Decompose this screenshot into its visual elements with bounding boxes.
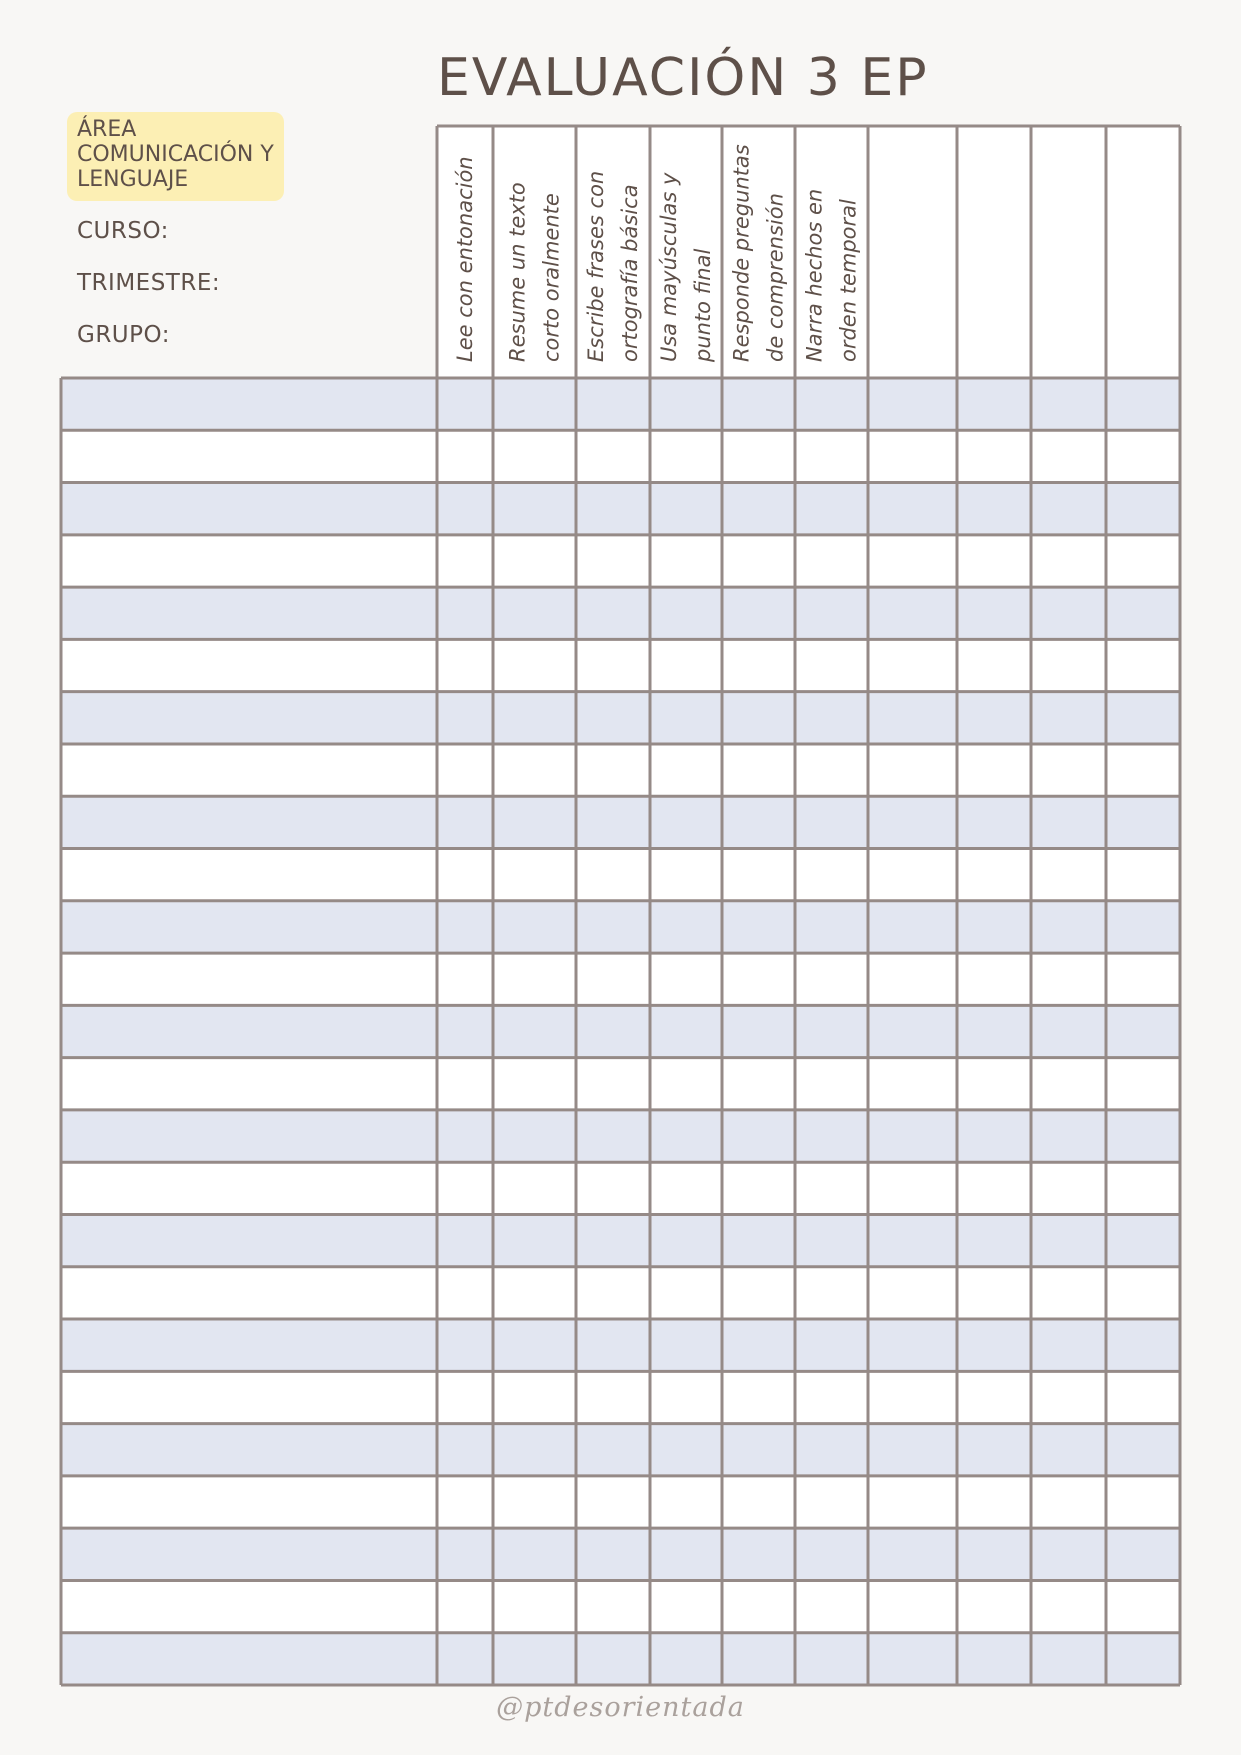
table-row xyxy=(61,1528,1180,1580)
criterion-label: ortografía básica xyxy=(618,184,642,362)
table-row xyxy=(61,587,1180,639)
area-label-line-1: ÁREA xyxy=(77,117,137,142)
table-row xyxy=(61,692,1180,744)
table-row xyxy=(61,1005,1180,1057)
criterion-label: de comprensión xyxy=(763,193,788,362)
criterion-label: punto final xyxy=(691,248,715,362)
table-row xyxy=(61,1214,1180,1266)
table-row xyxy=(61,1371,1180,1423)
table-row xyxy=(61,1580,1180,1632)
table-row xyxy=(61,1267,1180,1319)
criterion-label: Narra hechos en xyxy=(802,188,827,362)
criterion-label: corto oralmente xyxy=(539,193,564,362)
criterion-header-cell xyxy=(957,126,1031,378)
criterion-label: Responde preguntas xyxy=(729,144,754,362)
table-row xyxy=(61,901,1180,953)
table-row xyxy=(61,744,1180,796)
table-row xyxy=(61,849,1180,901)
table-row xyxy=(61,430,1180,482)
table-row xyxy=(61,483,1180,535)
table-row xyxy=(61,796,1180,848)
table-row xyxy=(61,1058,1180,1110)
area-label-line-3: LENGUAJE xyxy=(77,167,189,192)
table-row xyxy=(61,535,1180,587)
table-row xyxy=(61,378,1180,430)
criterion-header-cell xyxy=(1106,126,1180,378)
footer-handle: @ptdesorientada xyxy=(496,1692,745,1723)
table-row xyxy=(61,1476,1180,1528)
table-row xyxy=(61,1110,1180,1162)
table-row xyxy=(61,639,1180,691)
area-label-line-2: COMUNICACIÓN Y xyxy=(77,142,274,167)
table-row xyxy=(61,1633,1180,1685)
trimestre-label: TRIMESTRE: xyxy=(77,270,221,296)
criterion-label: Lee con entonación xyxy=(453,156,477,362)
table-row xyxy=(61,1424,1180,1476)
page-title: EVALUACIÓN 3 EP xyxy=(437,48,929,108)
criterion-label: Resume un texto xyxy=(505,182,530,362)
criterion-header-cell xyxy=(868,126,957,378)
criterion-label: Escribe frases con xyxy=(584,170,608,362)
criterion-label: Usa mayúsculas y xyxy=(657,172,681,362)
table-row xyxy=(61,1162,1180,1214)
table-row xyxy=(61,1319,1180,1371)
table-row xyxy=(61,953,1180,1005)
curso-label: CURSO: xyxy=(77,218,169,244)
criterion-header-cell xyxy=(1031,126,1106,378)
grupo-label: GRUPO: xyxy=(77,322,170,348)
criterion-label: orden temporal xyxy=(836,199,861,362)
